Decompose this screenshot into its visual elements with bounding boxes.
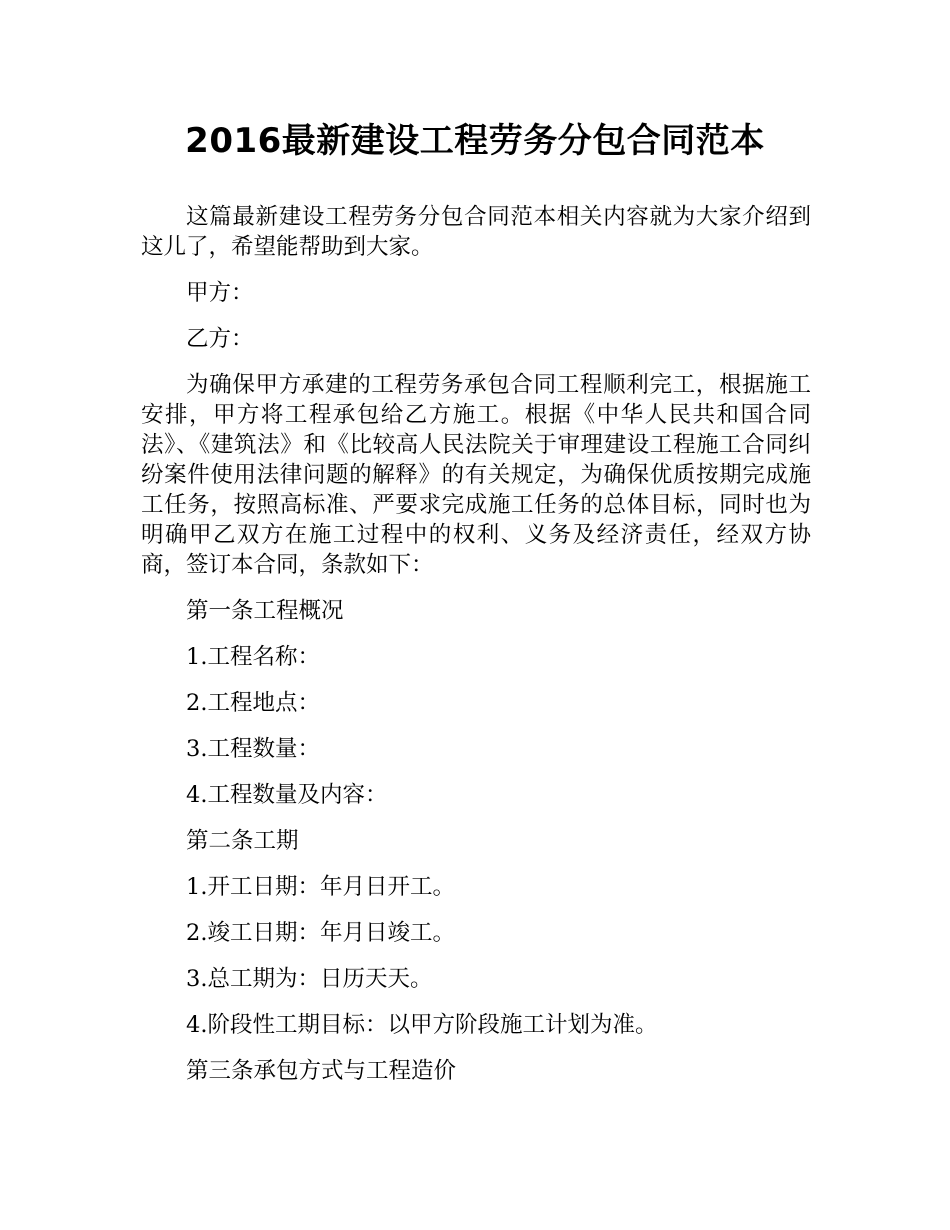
article-2-heading: 第二条工期 — [186, 828, 299, 854]
list-item: 2.工程地点： — [186, 690, 320, 716]
preamble-paragraph: 为确保甲方承建的工程劳务承包合同工程顺利完工，根据施工安排，甲方将工程承包给乙方施工。根据《中华人民共和国合同法》、《建筑法》和《比较高人民法院关于审理建设工程施工合同纠纷案件使用法律问题的解释》的有关规定，为确保优质按期完成施工任务，按照高标准、严要求完成施工任务的总体目标，同时也为明确甲乙双方在施工过程中的权利、义务及经济责任，经双方协商，签订本合同，条款如下： — [141, 372, 811, 578]
list-item: 1.工程名称： — [186, 644, 320, 670]
party-b-line: 乙方： — [186, 326, 254, 352]
document-title: 2016最新建设工程劳务分包合同范本 — [185, 121, 765, 161]
article-3-heading: 第三条承包方式与工程造价 — [186, 1058, 457, 1084]
list-item: 1.开工日期：年月日开工。 — [186, 874, 455, 900]
party-a-line: 甲方： — [186, 280, 254, 306]
article-1-heading: 第一条工程概况 — [186, 598, 344, 624]
list-item: 4.工程数量及内容： — [186, 782, 388, 808]
intro-paragraph: 这篇最新建设工程劳务分包合同范本相关内容就为大家介绍到这儿了，希望能帮助到大家。 — [141, 204, 811, 260]
list-item: 3.工程数量： — [186, 736, 320, 762]
list-item: 3.总工期为：日历天天。 — [186, 966, 433, 992]
document-body — [141, 202, 811, 1102]
list-item: 2.竣工日期：年月日竣工。 — [186, 920, 455, 946]
list-item: 4.阶段性工期目标：以甲方阶段施工计划为准。 — [186, 1012, 658, 1038]
